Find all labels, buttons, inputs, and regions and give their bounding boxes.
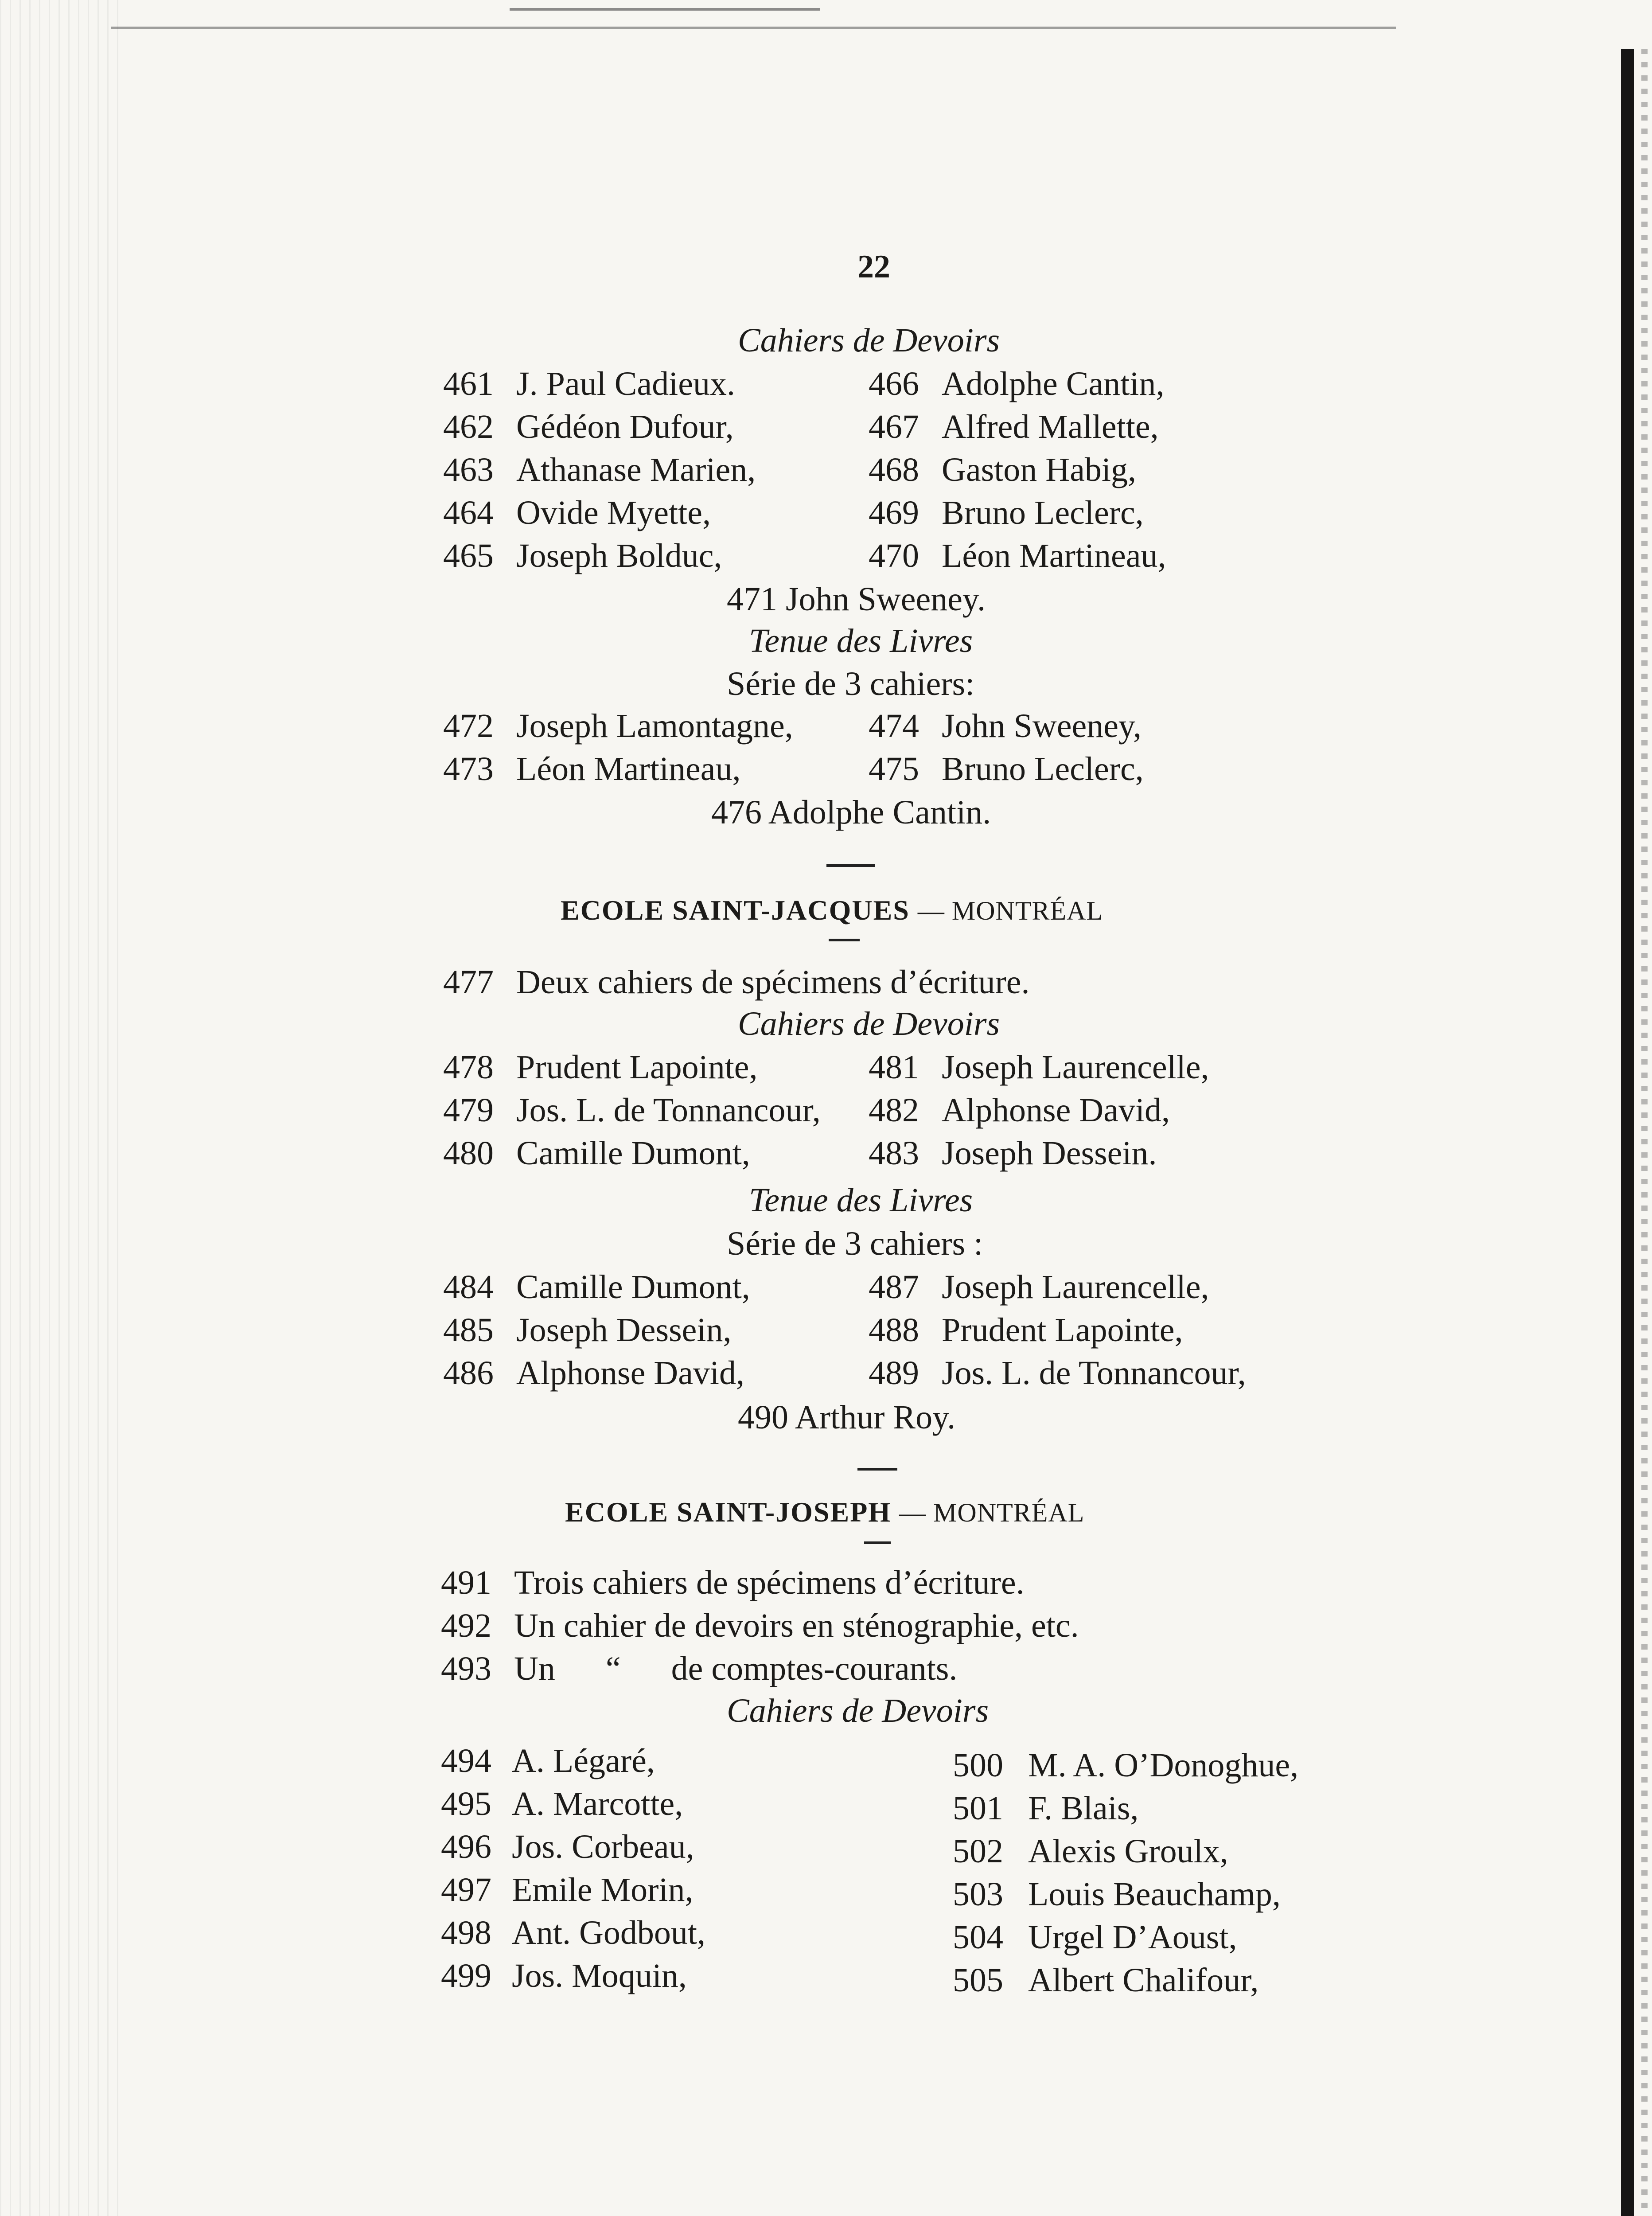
entry-number: 482 — [869, 1092, 919, 1129]
entry-name: John Sweeney, — [942, 707, 1142, 745]
entry-left — [441, 1830, 694, 1864]
entry-name: Louis Beauchamp, — [1028, 1876, 1281, 1913]
entry-name: Prudent Lapointe, — [516, 1049, 758, 1086]
school-city: — MONTRÉAL — [899, 1498, 1085, 1527]
entry-number: 488 — [869, 1311, 919, 1349]
entry-name: Albert Chalifour, — [1028, 1962, 1259, 1999]
entry-number: 489 — [869, 1354, 919, 1392]
entry-number: 485 — [443, 1311, 494, 1349]
entry-number: 475 — [869, 750, 919, 788]
entry-left — [443, 709, 793, 743]
entry-number: 495 — [441, 1785, 491, 1822]
subheading-tenue: Tenue des Livres — [749, 622, 973, 659]
entry-name: Deux cahiers de spécimens d’écriture. — [516, 964, 1030, 1001]
entry-right — [869, 1270, 1209, 1304]
entry-name: Un cahier de devoirs en sténographie, etc. — [514, 1607, 1079, 1644]
entry-name: Bruno Leclerc, — [942, 750, 1144, 788]
entry-number: 465 — [443, 537, 494, 574]
heading-dash — [829, 939, 860, 941]
entry-name: Ant. Godbout, — [512, 1914, 705, 1951]
entry-right — [953, 1834, 1228, 1868]
entry-name: Prudent Lapointe, — [942, 1311, 1183, 1349]
entry-single: 471 John Sweeney. — [727, 581, 986, 618]
entry-left — [441, 1566, 1025, 1600]
entry-name: F. Blais, — [1028, 1790, 1139, 1827]
entry-name: Jos. L. de Tonnancour, — [516, 1092, 821, 1129]
entry-name: Joseph Laurencelle, — [942, 1268, 1209, 1306]
school-heading — [561, 896, 1103, 925]
entry-right — [869, 496, 1144, 530]
entry-number: 479 — [443, 1092, 494, 1129]
entry-left — [443, 1093, 821, 1127]
entry-left — [441, 1744, 655, 1778]
entry-name: J. Paul Cadieux. — [516, 365, 735, 402]
entry-number: 500 — [953, 1747, 1003, 1784]
entry-number: 503 — [953, 1876, 1003, 1913]
entry-left — [443, 1270, 750, 1304]
entry-single: 476 Adolphe Cantin. — [711, 794, 991, 831]
subheading-tenue: Tenue des Livres — [749, 1182, 973, 1219]
entry-number: 463 — [443, 451, 494, 488]
page-number: 22 — [857, 249, 890, 285]
entry-name: Bruno Leclerc, — [942, 494, 1144, 531]
entry-right — [869, 1313, 1183, 1347]
entry-name: Adolphe Cantin, — [942, 365, 1165, 402]
entry-right — [869, 752, 1144, 786]
entry-name: M. A. O’Donoghue, — [1028, 1747, 1299, 1784]
entry-right — [869, 410, 1159, 444]
entry-number: 470 — [869, 537, 919, 574]
page-right-edge — [1621, 49, 1634, 2216]
entry-name: Ovide Myette, — [516, 494, 711, 531]
entry-name: Gaston Habig, — [942, 451, 1137, 488]
entry-number: 491 — [441, 1564, 491, 1601]
entry-left — [443, 1136, 750, 1170]
entry-name: Léon Martineau, — [942, 537, 1166, 574]
entry-name: Trois cahiers de spécimens d’écriture. — [514, 1564, 1025, 1601]
school-name: ECOLE SAINT-JOSEPH — [565, 1496, 892, 1528]
entry-left — [443, 1313, 732, 1347]
entry-name: Jos. L. de Tonnancour, — [942, 1354, 1246, 1392]
school-heading — [565, 1498, 1084, 1526]
page-binding-edge — [0, 0, 124, 2216]
entry-right — [869, 453, 1136, 487]
entry-number: 498 — [441, 1914, 491, 1951]
serie-note: Série de 3 cahiers: — [727, 665, 975, 702]
entry-name: Urgel D’Aoust, — [1028, 1919, 1237, 1956]
entry-name: Joseph Lamontagne, — [516, 707, 793, 745]
entry-number: 499 — [441, 1957, 491, 1994]
entry-number: 483 — [869, 1135, 919, 1172]
entry-number: 497 — [441, 1871, 491, 1908]
entry-name: Un “ de comptes-courants. — [514, 1650, 958, 1687]
entry-name: Joseph Bolduc, — [516, 537, 722, 574]
entry-number: 466 — [869, 365, 919, 402]
entry-name: Alphonse David, — [516, 1354, 745, 1392]
entry-number: 472 — [443, 707, 494, 745]
entry-name: Joseph Dessein. — [942, 1135, 1157, 1172]
section-divider — [826, 864, 875, 867]
entry-right — [869, 1050, 1209, 1084]
section-divider — [857, 1468, 897, 1471]
entry-name: Jos. Moquin, — [512, 1957, 687, 1994]
entry-number: 501 — [953, 1790, 1003, 1827]
entry-right — [953, 1963, 1258, 1997]
heading-dash — [864, 1541, 891, 1544]
entry-left — [443, 1050, 758, 1084]
entry-left — [441, 1916, 705, 1950]
school-name: ECOLE SAINT-JACQUES — [561, 894, 910, 926]
entry-name: A. Marcotte, — [512, 1785, 683, 1822]
entry-number: 464 — [443, 494, 494, 531]
entry-name: Camille Dumont, — [516, 1135, 750, 1172]
entry-right — [869, 1136, 1157, 1170]
entry-number: 492 — [441, 1607, 491, 1644]
entry-right — [869, 367, 1164, 401]
subheading-cahiers: Cahiers de Devoirs — [727, 1692, 989, 1729]
entry-right — [869, 539, 1166, 573]
entry-name: Emile Morin, — [512, 1871, 694, 1908]
entry-number: 493 — [441, 1650, 491, 1687]
entry-single: 490 Arthur Roy. — [738, 1399, 956, 1436]
entry-right — [869, 1356, 1246, 1390]
entry-number: 467 — [869, 408, 919, 445]
entry-left — [443, 539, 722, 573]
entry-number: 461 — [443, 365, 494, 402]
subheading-cahiers: Cahiers de Devoirs — [738, 322, 1000, 359]
entry-right — [869, 1093, 1170, 1127]
subheading-cahiers: Cahiers de Devoirs — [738, 1005, 1000, 1042]
entry-left — [441, 1873, 694, 1907]
entry-number: 486 — [443, 1354, 494, 1392]
serie-note: Série de 3 cahiers : — [727, 1225, 983, 1262]
entry-number: 505 — [953, 1962, 1003, 1999]
entry-number: 494 — [441, 1742, 491, 1779]
entry-number: 468 — [869, 451, 919, 488]
entry-number: 502 — [953, 1833, 1003, 1870]
entry-number: 469 — [869, 494, 919, 531]
entry-left — [443, 367, 735, 401]
entry-name: Joseph Laurencelle, — [942, 1049, 1209, 1086]
entry-right — [953, 1748, 1298, 1782]
entry-number: 480 — [443, 1135, 494, 1172]
school-city: — MONTRÉAL — [917, 896, 1103, 925]
entry-left — [443, 965, 1029, 999]
entry-name: Léon Martineau, — [516, 750, 741, 788]
entry-left — [441, 1787, 683, 1821]
entry-left — [441, 1652, 957, 1685]
entry-number: 484 — [443, 1268, 494, 1306]
entry-right — [953, 1791, 1138, 1825]
entry-right — [869, 709, 1142, 743]
entry-name: Athanase Marien, — [516, 451, 756, 488]
entry-name: Alphonse David, — [942, 1092, 1170, 1129]
entry-left — [443, 1356, 744, 1390]
entry-number: 478 — [443, 1049, 494, 1086]
entry-name: Alexis Groulx, — [1028, 1833, 1228, 1870]
entry-number: 496 — [441, 1828, 491, 1865]
entry-number: 487 — [869, 1268, 919, 1306]
entry-number: 473 — [443, 750, 494, 788]
entry-number: 474 — [869, 707, 919, 745]
entry-number: 504 — [953, 1919, 1003, 1956]
entry-left — [443, 752, 740, 786]
entry-number: 462 — [443, 408, 494, 445]
entry-name: Camille Dumont, — [516, 1268, 750, 1306]
entry-left — [441, 1609, 1079, 1642]
entry-left — [443, 410, 734, 444]
entry-number: 481 — [869, 1049, 919, 1086]
entry-number: 477 — [443, 964, 494, 1001]
entry-name: Alfred Mallette, — [942, 408, 1159, 445]
entry-name: Jos. Corbeau, — [512, 1828, 694, 1865]
entry-left — [443, 453, 756, 487]
entry-left — [443, 496, 711, 530]
entry-left — [441, 1959, 687, 1993]
page-right-edge-texture — [1641, 49, 1648, 2216]
entry-right — [953, 1920, 1237, 1954]
entry-name: Joseph Dessein, — [516, 1311, 732, 1349]
top-rule-mark — [510, 8, 820, 11]
entry-name: A. Légaré, — [512, 1742, 655, 1779]
top-rule — [111, 27, 1396, 29]
entry-name: Gédéon Dufour, — [516, 408, 734, 445]
entry-right — [953, 1877, 1281, 1911]
